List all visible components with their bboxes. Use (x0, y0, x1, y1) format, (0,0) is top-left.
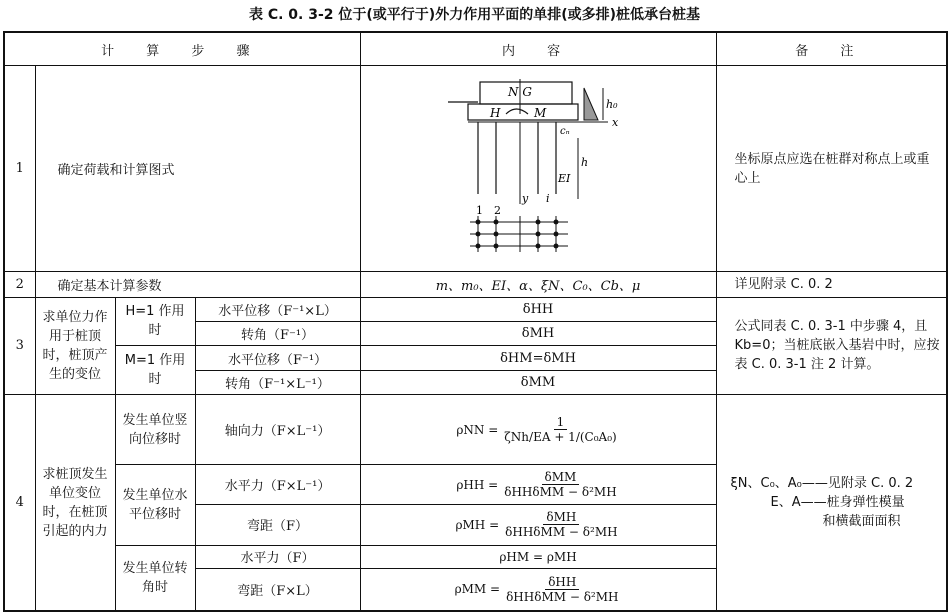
row1-diagram-cell (360, 66, 716, 272)
label-ei: EI (558, 171, 571, 185)
row4-remark-2: E、A——桩身弹性模量 (770, 495, 905, 511)
row4-remark-3: 和横截面面积 (822, 514, 901, 530)
formula-lhs: ρHH = (456, 477, 499, 492)
row4-group3: 发生单位转角时 (115, 545, 195, 611)
row4-group2: 发生单位水平位移时 (115, 465, 195, 546)
label-pile-2: 2 (494, 203, 502, 217)
formula-num: δMH (543, 510, 579, 525)
row4-item-1-name: 水平力（F×L⁻¹） (195, 465, 360, 505)
row4-item-1-formula (360, 465, 716, 505)
row3-item-3-value: δMM (360, 370, 716, 394)
row4-remark (716, 395, 947, 611)
header-content: 内 容 (360, 32, 716, 66)
formula-num: 1 (554, 415, 568, 430)
label-h: H (490, 105, 501, 120)
row4-item-3-formula: ρHM = ρMH (360, 545, 716, 568)
table-title: 表 C. 0. 3-2 位于(或平行于)外力作用平面的单排(或多排)桩低承台桩基 (248, 7, 701, 23)
formula-den: δHHδMM − δ²MH (506, 589, 619, 604)
label-m: M (534, 105, 547, 120)
row4-item-4-formula (360, 568, 716, 611)
row1-num: 1 (4, 66, 35, 272)
row3-item-2-name: 水平位移（F⁻¹） (195, 346, 360, 370)
formula-num: δMM (542, 470, 580, 485)
row1-label: 确定荷载和计算图式 (35, 66, 360, 272)
row4-item-2-name: 弯距（F） (195, 505, 360, 545)
row3-item-0-value: δHH (360, 297, 716, 321)
row3-item-2-value: δHM=δMH (360, 346, 716, 370)
label-pile-1: 1 (476, 203, 484, 217)
label-h0: h₀ (606, 97, 618, 111)
row3-remark: 公式同表 C. 0. 3-1 中步骤 4，且 Kb=0；当桩底嵌入基岩中时，应按表 C. 0. 3-1 注 2 计算。 (716, 297, 947, 395)
row3-item-1-value: δMH (360, 321, 716, 345)
row4-item-0-formula (360, 395, 716, 465)
row2-content: m、m₀、EI、α、ξN、C₀、Cb、μ (360, 272, 716, 297)
label-y: y (522, 191, 529, 205)
formula-den: δHHδMM − δ²MH (505, 525, 618, 540)
header-remark: 备 注 (716, 32, 947, 66)
row4-num: 4 (4, 395, 35, 611)
formula-lhs: ρMM = (454, 582, 501, 597)
label-i: i (546, 191, 550, 205)
row3-item-1-name: 转角（F⁻¹） (195, 321, 360, 345)
row2-label: 确定基本计算参数 (35, 272, 360, 297)
label-hh: h (581, 155, 589, 169)
row2-remark: 详见附录 C. 0. 2 (716, 272, 947, 297)
row3-num: 3 (4, 297, 35, 395)
row1-remark: 坐标原点应选在桩群对称点上或重心上 (716, 66, 947, 272)
row3-m-label: M=1 作用时 (115, 346, 195, 395)
formula-num: δHH (545, 575, 579, 590)
row3-label: 求单位力作用于桩顶时，桩顶产生的变位 (35, 297, 115, 395)
header-step: 计 算 步 骤 (4, 32, 360, 66)
row2-num: 2 (4, 272, 35, 297)
row3-h-label: H=1 作用时 (115, 297, 195, 346)
row4-item-4-name: 弯距（F×L） (195, 568, 360, 611)
row4-label: 求桩顶发生单位变位时，在桩顶引起的内力 (35, 395, 115, 611)
row4-item-0-name: 轴向力（F×L⁻¹） (195, 395, 360, 465)
formula-den: δHHδMM − δ²MH (504, 485, 617, 500)
row4-item-2-formula (360, 505, 716, 545)
row3-item-0-name: 水平位移（F⁻¹×L） (195, 297, 360, 321)
row4-item-3-name: 水平力（F） (195, 545, 360, 568)
label-x: x (612, 115, 619, 129)
formula-lhs: ρMH = (455, 517, 500, 532)
formula-den: ζNh/EA + 1/(C₀A₀) (504, 430, 617, 445)
row4-remark-1: ξN、C₀、A₀——见附录 C. 0. 2 (730, 476, 914, 492)
calc-table (3, 31, 948, 612)
row4-group1: 发生单位竖向位移时 (115, 395, 195, 465)
label-n-g: N G (508, 84, 532, 99)
row3-item-3-name: 转角（F⁻¹×L⁻¹） (195, 370, 360, 394)
pile-diagram (438, 74, 638, 264)
formula-lhs: ρNN = (456, 422, 499, 437)
label-cn: cₙ (560, 125, 570, 137)
